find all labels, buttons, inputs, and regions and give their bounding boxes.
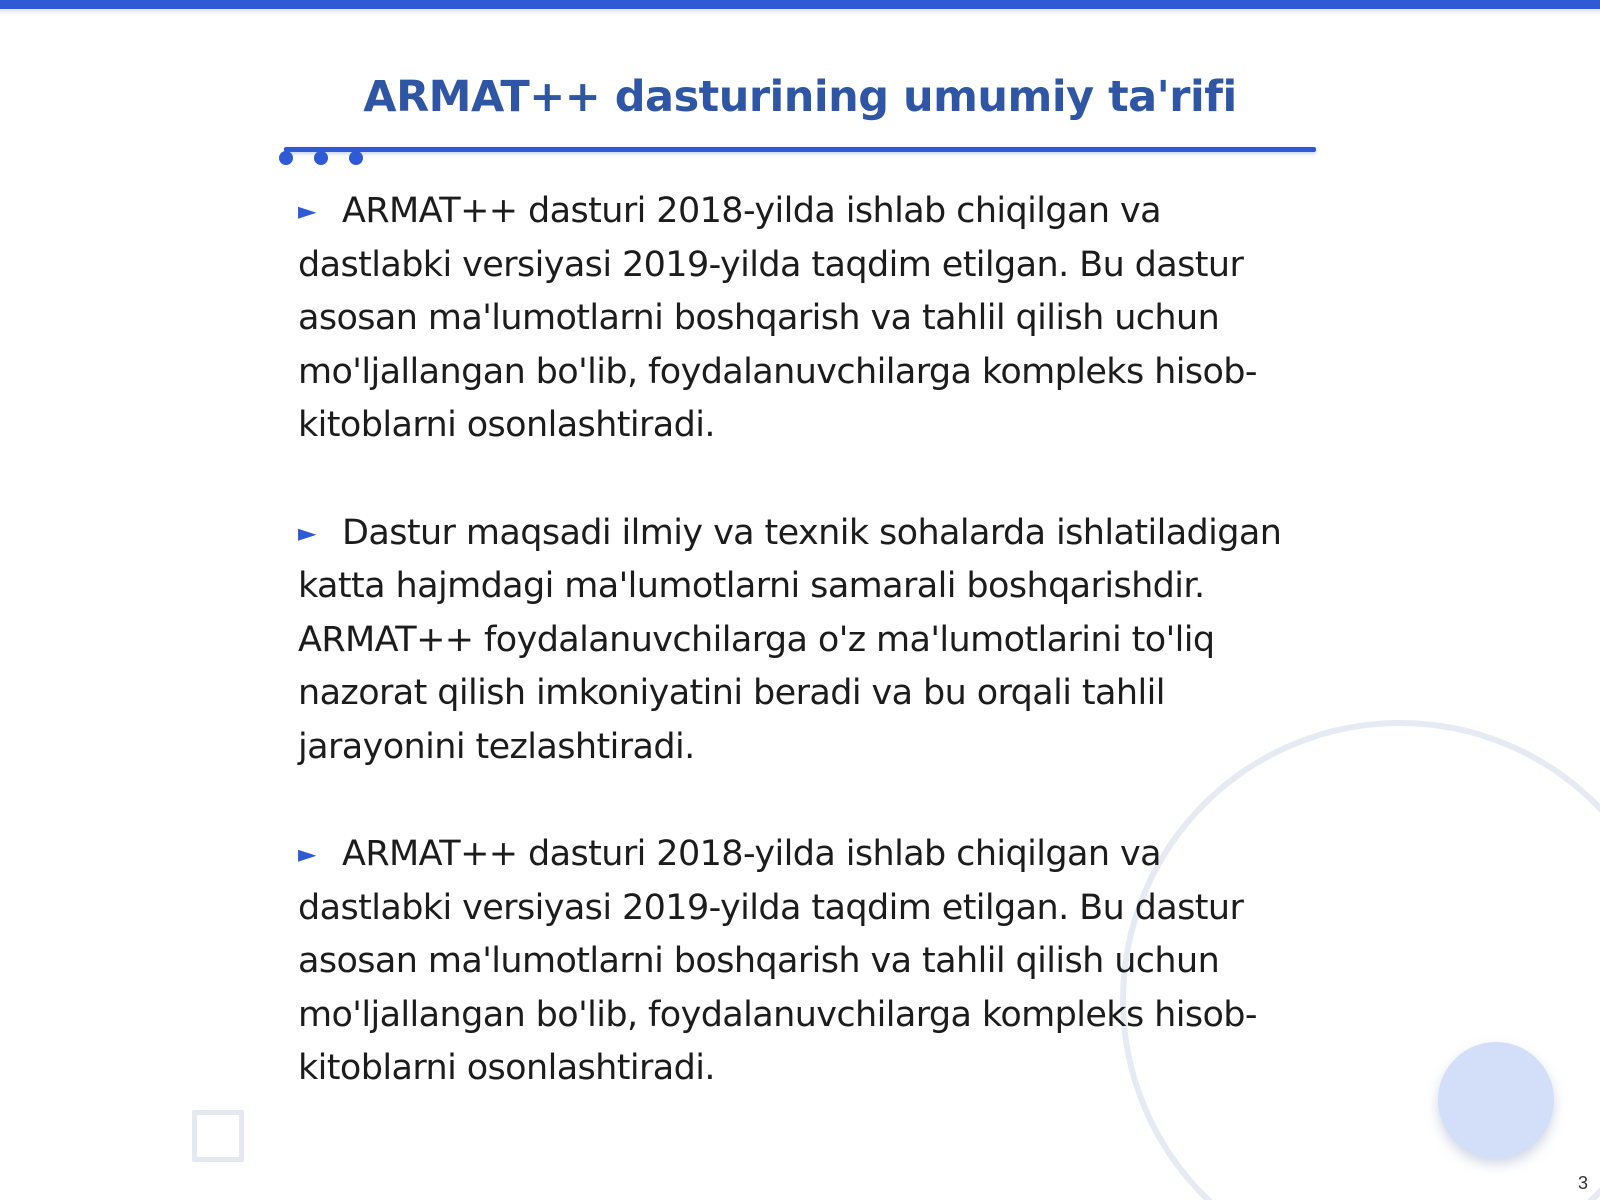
underline-dot xyxy=(349,151,363,165)
decorative-circle xyxy=(1438,1042,1554,1158)
bullet-item xyxy=(298,507,1308,775)
triangle-right-icon: ► xyxy=(298,197,316,225)
bullet-list xyxy=(298,185,1308,1150)
decorative-square xyxy=(192,1110,244,1162)
top-accent-bar xyxy=(0,0,1600,9)
top-accent-shadow xyxy=(0,9,1600,15)
slide-title: ARMAT++ dasturining umumiy ta'rifi xyxy=(363,72,1237,122)
bullet-text: ARMAT++ dasturi 2018-yilda ishlab chiqilgan va dastlabki versiyasi 2019-yilda taqdim etilgan. Bu dastur asosan ma'lumotlarni boshqarish va tahlil qilish uchun mo'ljallangan bo'lib, foydalanuvchilarga kompleks hisob-kitoblarni osonlashtiradi. xyxy=(298,834,1257,1088)
underline-dot xyxy=(279,151,293,165)
bullet-text: ARMAT++ dasturi 2018-yilda ishlab chiqilgan va dastlabki versiyasi 2019-yilda taqdim etilgan. Bu dastur asosan ma'lumotlarni boshqarish va tahlil qilish uchun mo'ljallangan bo'lib, foydalanuvchilarga kompleks hisob-kitoblarni osonlashtiradi. xyxy=(298,191,1257,445)
page-number: 3 xyxy=(1577,1173,1588,1193)
triangle-right-icon: ► xyxy=(298,518,316,547)
title-underline xyxy=(284,147,1316,152)
underline-dot xyxy=(314,151,328,165)
bullet-item xyxy=(298,185,1308,453)
bullet-text: Dastur maqsadi ilmiy va texnik sohalarda ishlatiladigan katta hajmdagi ma'lumotlarni samarali boshqarishdir. ARMAT++ foydalanuvchilarga o'z ma'lumotlarini to'liq nazorat qilish imkoniyatini beradi va bu orqali tahlil jarayonini tezlashtiradi. xyxy=(298,512,1282,767)
triangle-right-icon: ► xyxy=(298,840,316,868)
bullet-item xyxy=(298,828,1308,1096)
